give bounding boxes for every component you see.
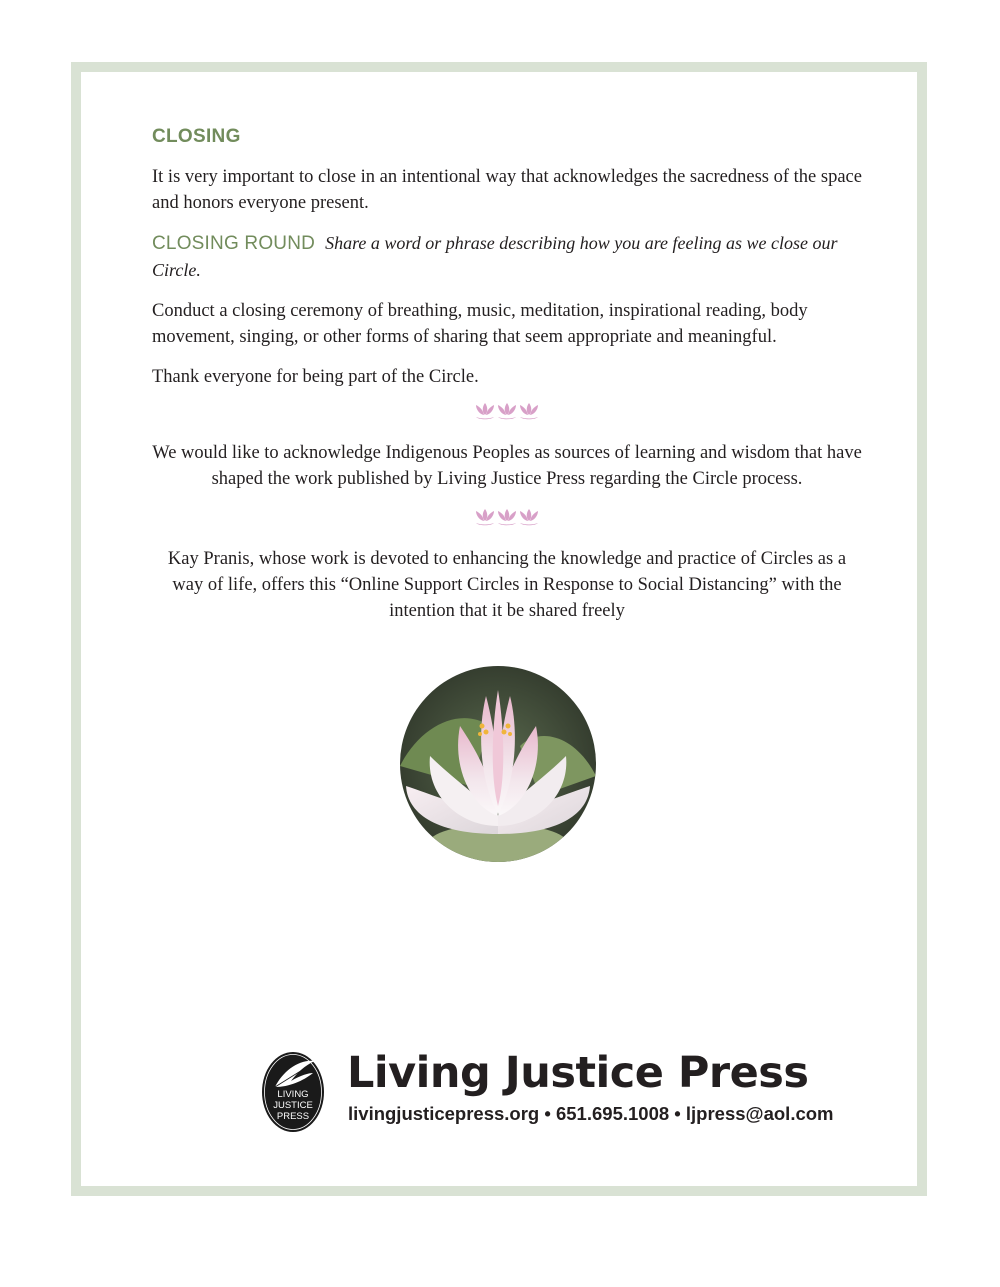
lotus-ornament-icon xyxy=(475,400,539,422)
feather-logo-icon xyxy=(261,1051,325,1133)
page-content xyxy=(152,126,862,624)
page-frame xyxy=(71,62,927,1196)
closing-ceremony: Conduct a closing ceremony of breathing, music, meditation, inspirational reading, body movement, singing, or other forms of sharing that seem appropriate and meaningful. xyxy=(152,301,808,347)
kay-pranis-attribution: Kay Pranis, whose work is devoted to enhancing the knowledge and practice of Circles as a way of life, offers this “Online Support Circles in Response to Social Distancing” with the intention that it be shared freely xyxy=(167,549,847,621)
closing-intro: It is very important to close in an intentional way that acknowledges the sacredness of the space and honors everyone present. xyxy=(152,167,862,213)
svg-text:JUSTICE: JUSTICE xyxy=(273,1100,313,1111)
living-justice-press-logo xyxy=(261,1051,325,1133)
closing-heading: CLOSING xyxy=(152,126,241,147)
closing-round-label: CLOSING ROUND xyxy=(152,233,316,254)
closing-round xyxy=(152,230,862,284)
lotus-ornament-2 xyxy=(152,506,862,530)
closing-round-prompt: Share a word or phrase describing how you are feeling as we close our Circle. xyxy=(152,233,838,280)
indigenous-acknowledgment: We would like to acknowledge Indigenous Peoples as sources of learning and wisdom that have shaped the work published by Living Justice Press regarding the Circle process. xyxy=(152,443,862,489)
lotus-ornament-icon xyxy=(475,506,539,528)
svg-text:PRESS: PRESS xyxy=(276,1111,310,1122)
water-lily-photo xyxy=(400,666,596,862)
contact-line[interactable]: livingjusticepress.org • 651.695.1008 • ljpress@aol.com xyxy=(348,1103,834,1124)
closing-thanks: Thank everyone for being part of the Circle. xyxy=(152,367,479,387)
brand-name: Living Justice Press xyxy=(347,1048,809,1098)
lotus-ornament-1 xyxy=(152,400,862,424)
svg-text:LIVING: LIVING xyxy=(277,1089,309,1100)
